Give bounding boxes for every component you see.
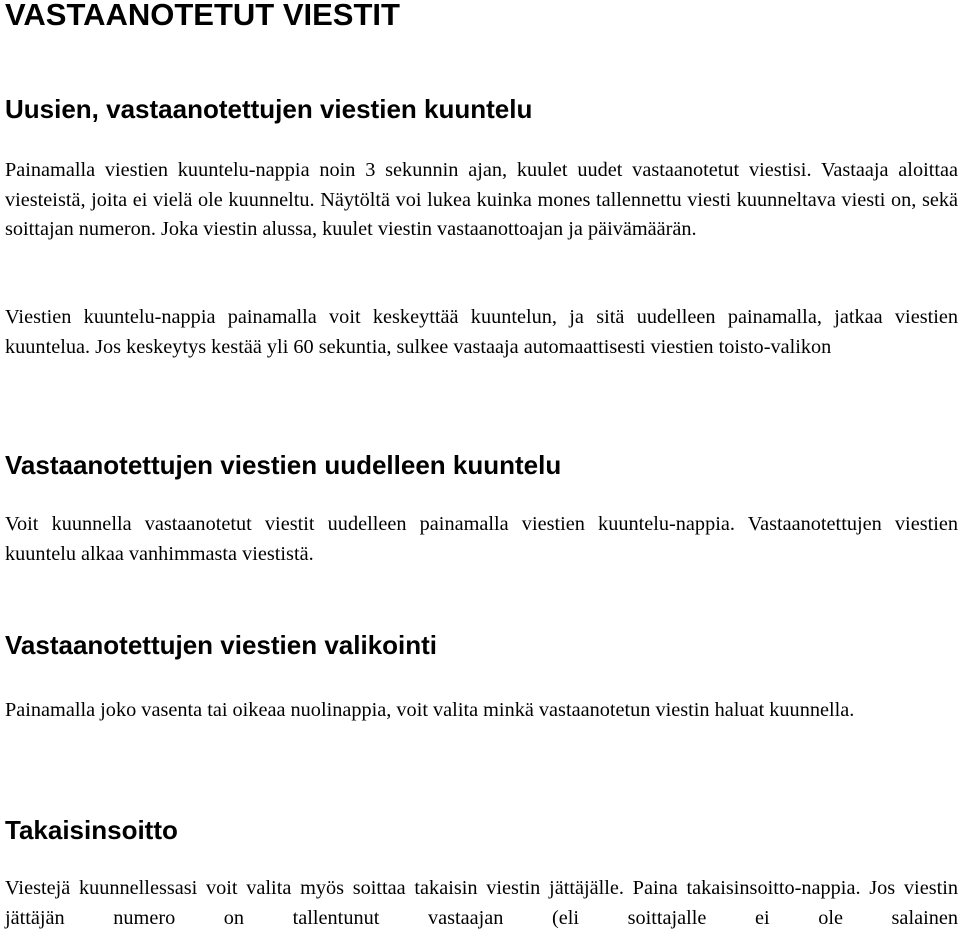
paragraph-new-messages-1: Painamalla viestien kuuntelu-nappia noin 3 sekunnin ajan, kuulet uudet vastaanotetut viestisi. Vastaaja aloittaa viesteistä, joita ei vielä ole kuunneltu. Näytöltä voi lukea kuinka mones tallennettu viesti kuunneltava viesti on, sekä soittajan numeron. Joka viestin alussa, kuulet viestin vastaanottoajan ja päivämäärän. <box>5 159 958 240</box>
page-title: VASTAANOTETUT VIESTIT <box>5 0 400 32</box>
paragraph-callback: Viestejä kuunnellessasi voit valita myös soittaa takaisin viestin jättäjälle. Paina takaisinsoitto-nappia. Jos viestin jättäjän numero on tallentunut vastaajan (eli soittajalle ei ole salainen <box>5 877 958 929</box>
section-heading-selection: Vastaanotettujen viestien valikointi <box>5 630 438 660</box>
paragraph-relisten: Voit kuunnella vastaanotetut viestit uudelleen painamalla viestien kuuntelu-nappia. Vastaanotettujen viestien kuuntelu alkaa vanhimmasta viestistä. <box>5 513 958 565</box>
paragraph-selection: Painamalla joko vasenta tai oikeaa nuolinappia, voit valita minkä vastaanotetun viestin haluat kuunnella. <box>5 699 855 721</box>
section-heading-relisten: Vastaanotettujen viestien uudelleen kuuntelu <box>5 450 562 480</box>
paragraph-new-messages-2: Viestien kuuntelu-nappia painamalla voit keskeyttää kuuntelun, ja sitä uudelleen painamalla, jatkaa viestien kuuntelua. Jos keskeytys kestää yli 60 sekuntia, sulkee vastaaja automaattisesti viestien toisto-valikon <box>5 306 958 358</box>
section-heading-new-messages: Uusien, vastaanotettujen viestien kuuntelu <box>5 94 533 124</box>
section-heading-callback: Takaisinsoitto <box>5 815 178 845</box>
